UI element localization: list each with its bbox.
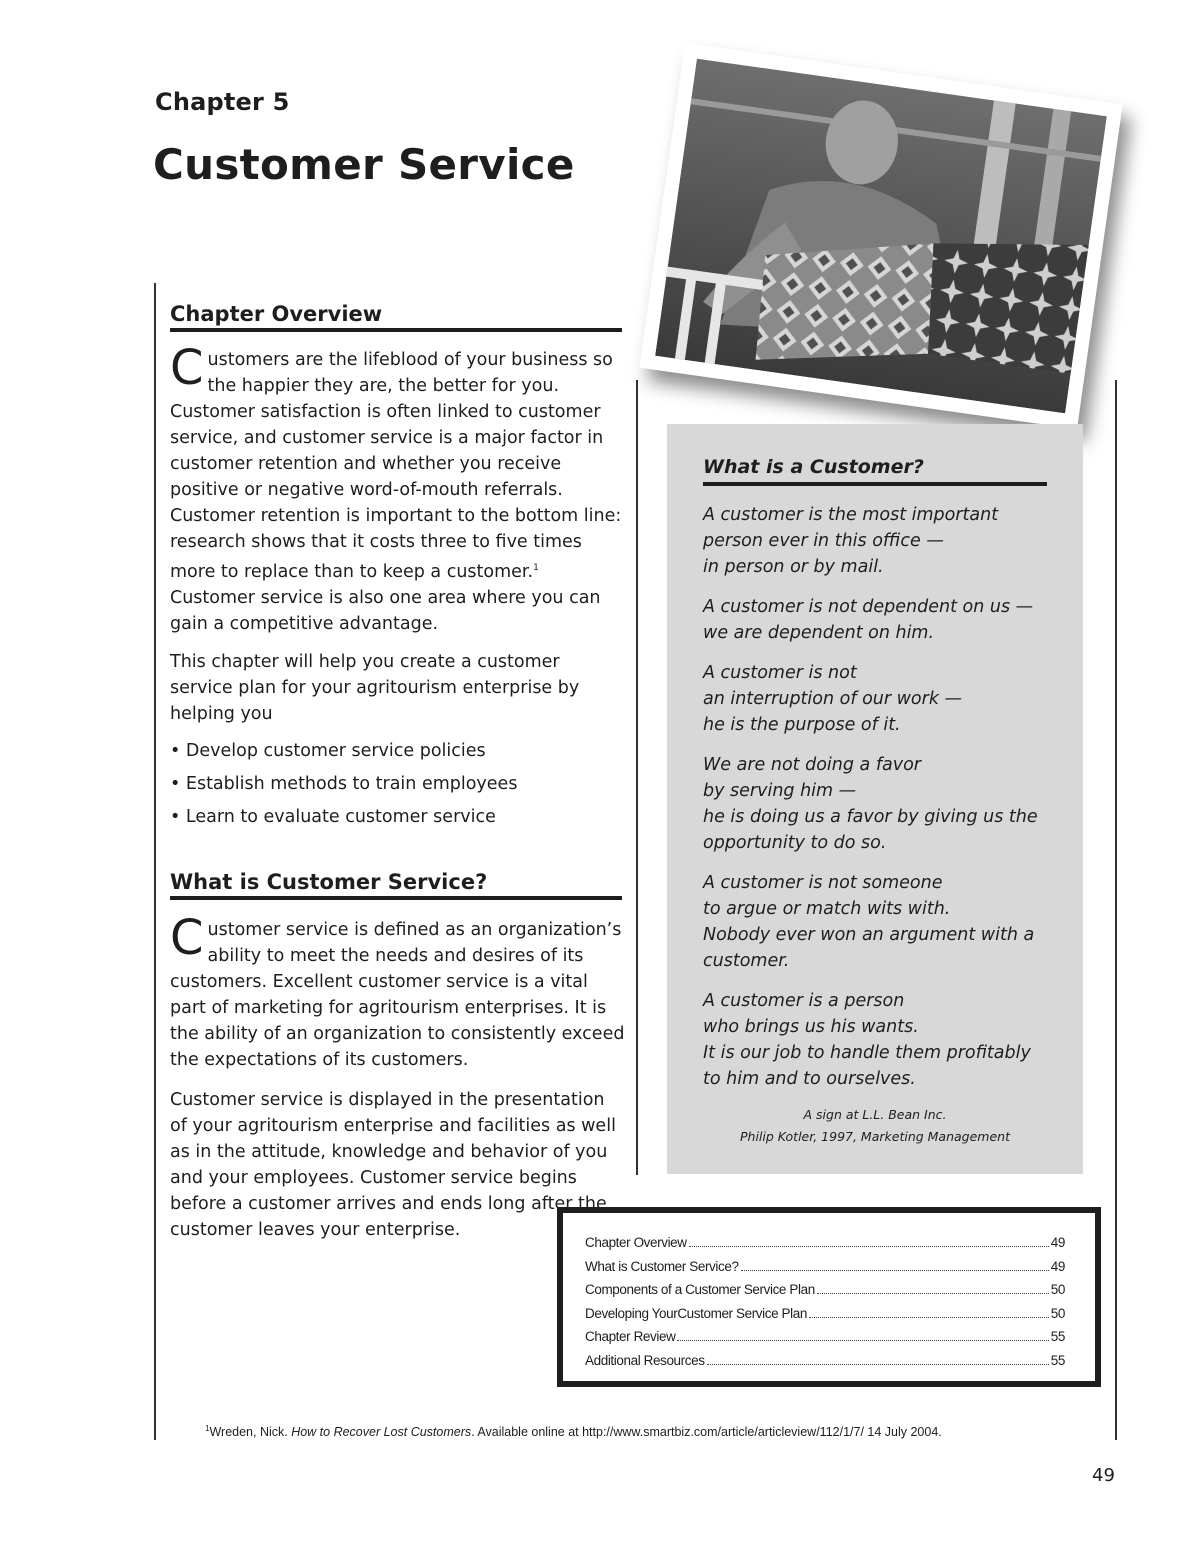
toc-row[interactable] (585, 1255, 1065, 1279)
toc-page: 55 (1050, 1352, 1065, 1368)
toc-leader (677, 1340, 1048, 1341)
toc-page: 50 (1050, 1282, 1065, 1297)
toc-page: 49 (1050, 1258, 1065, 1274)
what-is-a-customer-box (667, 424, 1083, 1174)
what-is-customer-service-heading: What is Customer Service? (170, 870, 622, 900)
quote-line: A customer is a person (703, 991, 905, 1011)
toc-row[interactable] (585, 1278, 1065, 1302)
toc-leader (809, 1317, 1049, 1318)
quilt-photo (639, 43, 1122, 429)
footnote (205, 1424, 942, 1439)
right-margin-rule (1115, 380, 1117, 1440)
toc-page: 55 (1050, 1329, 1065, 1344)
dropcap: C (170, 340, 204, 396)
chapter-overview-heading: Chapter Overview (170, 302, 622, 332)
quote-line: It is our job to handle them profitably (703, 1043, 1031, 1063)
quote-line: by serving him — (703, 781, 857, 801)
quote-line: we are dependent on him. (703, 623, 935, 643)
footnote-ref: 1 (533, 563, 539, 573)
toc-page: 50 (1050, 1305, 1065, 1321)
what-is-paragraph-1 (170, 910, 625, 1073)
quote-stanza (703, 660, 1053, 738)
toc-leader (707, 1364, 1049, 1365)
toc-row[interactable] (585, 1349, 1065, 1373)
toc-label: Components of a Customer Service Plan (585, 1282, 815, 1297)
quote-stanza (703, 594, 1053, 646)
quote-line: Nobody ever won an argument with a (703, 925, 1035, 945)
quote-stanza (703, 988, 1053, 1092)
quote-line: to argue or match wits with. (703, 899, 951, 919)
footnote-title: How to Recover Lost Customers (291, 1425, 472, 1440)
man-with-quilt-image (655, 59, 1107, 414)
toc-label: Developing YourCustomer Service Plan (585, 1305, 807, 1321)
quote-line: he is the purpose of it. (703, 715, 901, 735)
quote-box-title: What is a Customer? (703, 456, 1047, 486)
toc-row[interactable] (585, 1325, 1065, 1349)
toc-label: Additional Resources (585, 1352, 705, 1368)
quote-stanza (703, 870, 1053, 974)
dropcap: C (170, 910, 204, 966)
quote-line: A customer is not (703, 663, 857, 683)
toc-leader (741, 1270, 1049, 1271)
center-rule (636, 380, 638, 1175)
what-is-body (170, 910, 625, 1085)
quote-credit-line-2: Philip Kotler, 1997, Marketing Management (739, 1129, 1010, 1144)
quote-line: in person or by mail. (703, 557, 884, 577)
quote-line: he is doing us a favor by giving us the (703, 807, 1038, 827)
quote-line: to him and to ourselves. (703, 1069, 916, 1089)
quote-line: opportunity to do so. (703, 833, 887, 853)
quote-credit (667, 1104, 1083, 1148)
toc-label: Chapter Overview (585, 1235, 687, 1250)
quote-stanza (703, 752, 1053, 856)
quote-line: We are not doing a favor (703, 755, 921, 775)
quote-line: A customer is not someone (703, 873, 943, 893)
toc-leader (689, 1246, 1049, 1247)
table-of-contents (557, 1207, 1101, 1387)
toc-label: What is Customer Service? (585, 1258, 739, 1274)
quote-line: person ever in this office — (703, 531, 944, 551)
quote-lines (703, 502, 1053, 1106)
what-is-paragraph-2-text: Customer service is displayed in the presentation of your agritourism enterprise and facilities as well as in the attitude, knowledge and behavior of you and your employees. Customer service begins before a customer arrives and ends long after the customer leaves your enterprise. (170, 1090, 616, 1240)
quote-line: A customer is the most important (703, 505, 999, 525)
list-item: • Establish methods to train employees (170, 772, 625, 797)
toc-row[interactable] (585, 1302, 1065, 1326)
toc-leader (817, 1293, 1049, 1294)
footnote-marker: 1 (205, 1424, 210, 1433)
quote-line: A customer is not dependent on us — (703, 597, 1034, 617)
list-item: • Develop customer service policies (170, 739, 625, 764)
toc-row[interactable] (585, 1231, 1065, 1255)
chapter-title: Customer Service (153, 140, 575, 189)
overview-paragraph-1 (170, 340, 625, 637)
quote-line: customer. (703, 951, 790, 971)
left-margin-rule (154, 283, 156, 1440)
quote-credit-line-1: A sign at L.L. Bean Inc. (803, 1107, 947, 1122)
page-number: 49 (1092, 1465, 1115, 1486)
chapter-label: Chapter 5 (155, 88, 290, 116)
quote-stanza (703, 502, 1053, 580)
overview-text-end: Customer service is also one area where you can gain a competitive advantage. (170, 587, 601, 634)
list-item: • Learn to evaluate customer service (170, 805, 625, 830)
quote-line: who brings us his wants. (703, 1017, 919, 1037)
toc-label: Chapter Review (585, 1329, 676, 1344)
overview-bullet-list (170, 739, 625, 830)
overview-body (170, 340, 625, 838)
overview-text: ustomers are the lifeblood of your business so the happier they are, the better for you. Customer satisfaction is often linked to customer service, and customer service is a major factor in customer retention and whether you receive positive or negative word-of-mouth referrals. Customer retention is important to the bottom line: research shows that it costs three to five times more to replace than to keep a customer. (170, 350, 622, 582)
overview-paragraph-2: This chapter will help you create a customer service plan for your agritourism enterprise by helping you (170, 651, 580, 724)
toc-page: 49 (1050, 1235, 1065, 1250)
footnote-prefix: Wreden, Nick. (209, 1425, 292, 1440)
quote-line: an interruption of our work — (703, 689, 963, 709)
footnote-suffix: . Available online at http://www.smartbiz.com/article/articleview/112/1/7/ 14 July 2004. (471, 1425, 942, 1440)
what-is-text: ustomer service is defined as an organization’s ability to meet the needs and desires of its customers. Excellent customer service is a vital part of marketing for agritourism enterprises. It is the ability of an organization to consistently exceed the expectations of its customers. (170, 920, 625, 1070)
